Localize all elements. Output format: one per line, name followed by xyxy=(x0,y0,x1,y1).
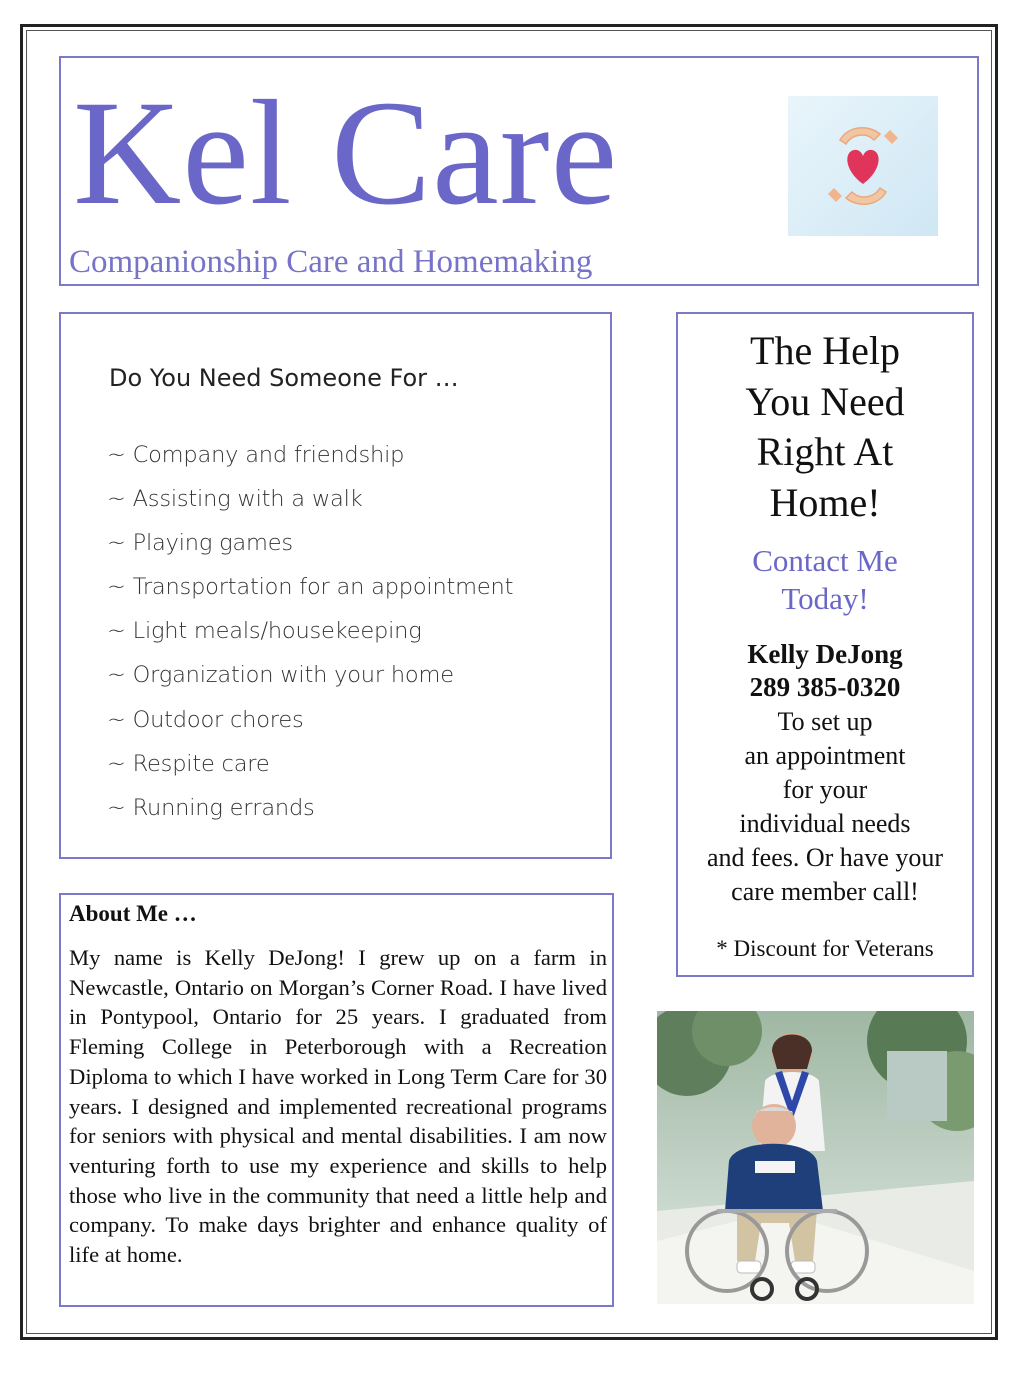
list-item: ~ Assisting with a walk xyxy=(107,486,363,513)
contact-cta xyxy=(678,542,972,618)
appointment-line: and fees. Or have your xyxy=(706,843,944,872)
appointment-line: for your xyxy=(782,775,868,804)
appointment-line: care member call! xyxy=(731,877,919,906)
appointment-line: individual needs xyxy=(739,809,911,838)
contact-cta-line: Contact Me xyxy=(752,543,898,578)
veterans-discount: * Discount for Veterans xyxy=(716,936,934,961)
about-heading: About Me … xyxy=(69,901,197,926)
list-item: ~ Company and friendship xyxy=(107,442,405,468)
help-heading-line: You Need xyxy=(745,378,905,424)
caring-hands-heart-icon xyxy=(788,96,938,236)
list-item: ~ Transportation for an appointment xyxy=(107,574,514,601)
contact-cta-line: Today! xyxy=(781,581,869,616)
list-item: ~ Light meals/housekeeping xyxy=(107,618,422,645)
help-heading xyxy=(678,326,972,528)
about-body: My name is Kelly DeJong! I grew up on a farm in Newcastle, Ontario on Morgan’s Corner Road. I have lived in Pontypool, Ontario for 25 years. I graduated from Fleming College in Peterborough with a Recreation Diploma to which I have worked in Long Term Care for 30 years. I designed and implemented recreational programs for seniors with physical and mental disabilities. I am now venturing forth to use my experience and skills to help those who live in the community that need a little help and company. To make days brighter and enhance quality of life at home. xyxy=(69,945,607,1268)
help-heading-line: Right At xyxy=(756,429,894,474)
header-banner xyxy=(59,56,979,286)
services-heading: Do You Need Someone For … xyxy=(109,364,459,392)
list-item: ~ Playing games xyxy=(107,530,293,557)
brand-title: Kel Care xyxy=(73,70,619,236)
list-item: ~ Respite care xyxy=(107,750,270,777)
help-heading-line: The Help xyxy=(750,328,900,373)
appointment-line: To set up xyxy=(777,707,873,736)
list-item: ~ Organization with your home xyxy=(107,662,454,689)
list-item: ~ Outdoor chores xyxy=(107,706,304,733)
caregiver-with-senior-in-wheelchair-photo xyxy=(657,1011,974,1304)
services-panel xyxy=(59,312,612,859)
contact-name: Kelly DeJong xyxy=(747,639,903,669)
brand-subtitle: Companionship Care and Homemaking xyxy=(69,244,593,280)
appointment-text xyxy=(678,705,972,909)
about-panel xyxy=(59,893,614,1307)
services-list xyxy=(107,440,513,837)
appointment-line: an appointment xyxy=(744,741,906,770)
help-heading-line: Home! xyxy=(769,479,881,525)
contact-phone[interactable]: 289 385-0320 xyxy=(749,672,901,702)
list-item: ~ Running errands xyxy=(107,794,315,821)
contact-panel xyxy=(676,312,974,977)
